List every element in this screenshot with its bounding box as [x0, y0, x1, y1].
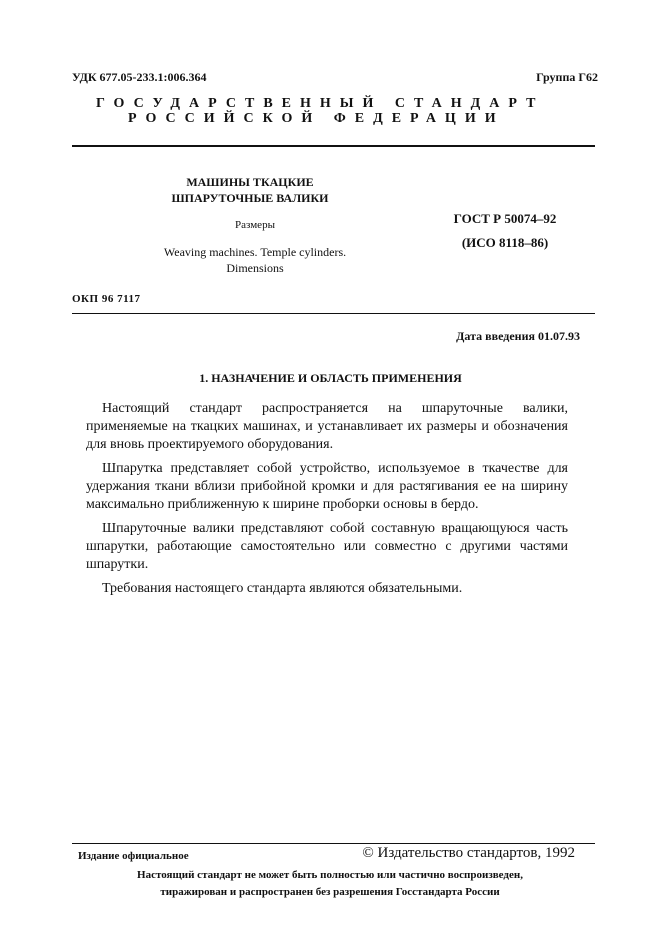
udk-code: УДК 677.05-233.1:006.364 — [72, 70, 207, 84]
middle-divider — [72, 313, 595, 314]
document-title — [150, 174, 350, 206]
russian-federation-heading: РОССИЙСКОЙ ФЕДЕРАЦИИ — [128, 111, 505, 126]
section-body — [86, 400, 568, 604]
paragraph-1: Настоящий стандарт распространяется на шпаруточные валики, применяемые на ткацких машинах, и устанавливает их размеры и обозначения для вновь проектируемого оборудования. — [86, 401, 568, 452]
state-standard-heading: ГОСУДАРСТВЕННЫЙ СТАНДАРТ — [96, 96, 545, 111]
iso-number: (ИСО 8118–86) — [461, 235, 549, 250]
document-subtitle: Размеры — [235, 219, 275, 231]
title-line-1: МАШИНЫ ТКАЦКИЕ — [186, 175, 314, 189]
official-edition-label: Издание официальное — [78, 850, 189, 862]
english-title-line-2: Dimensions — [226, 261, 284, 275]
english-title — [140, 244, 370, 276]
paragraph-3: Шпаруточные валики представляют собой составную вращающуюся часть шпарутки, работающие самостоятельно или совместно с другими частями шпарутки. — [86, 521, 568, 572]
gost-number: ГОСТ Р 50074–92 — [453, 211, 557, 226]
okp-code: ОКП 96 7117 — [72, 293, 141, 305]
reproduction-notice — [80, 867, 580, 901]
paragraph-2: Шпарутка представляет собой устройство, используемое в ткачестве для удержания ткани вблизи прибойной кромки и для растягивания ее на ширину максимально приближенную к ширине проборки основы в бердо. — [86, 461, 568, 512]
section-heading: 1. НАЗНАЧЕНИЕ И ОБЛАСТЬ ПРИМЕНЕНИЯ — [199, 371, 462, 385]
notice-line-2: тиражирован и распространен без разрешения Госстандарта России — [160, 886, 500, 898]
copyright-notice: © Издательство стандартов, 1992 — [362, 845, 575, 861]
notice-line-1: Настоящий стандарт не может быть полностью или частично воспроизведен, — [137, 869, 523, 881]
group-code: Группа Г62 — [536, 70, 598, 84]
title-line-2: ШПАРУТОЧНЫЕ ВАЛИКИ — [171, 191, 329, 205]
top-divider — [72, 145, 595, 147]
introduction-date: Дата введения 01.07.93 — [456, 329, 580, 343]
bottom-divider — [72, 843, 595, 844]
paragraph-4: Требования настоящего стандарта являются обязательными. — [102, 581, 463, 596]
gost-designation — [430, 207, 580, 255]
english-title-line-1: Weaving machines. Temple cylinders. — [163, 245, 347, 259]
